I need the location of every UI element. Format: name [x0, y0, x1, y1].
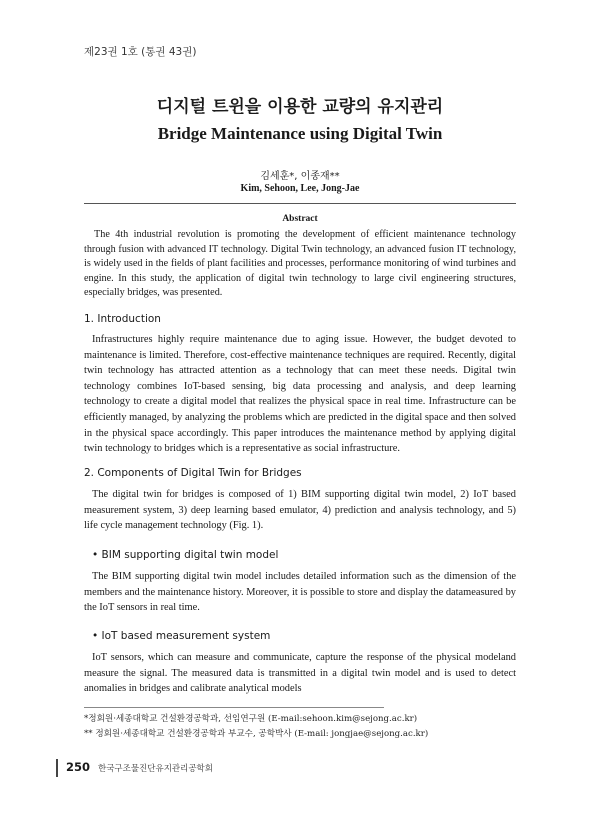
section-components-heading: 2. Components of Digital Twin for Bridges — [84, 467, 302, 479]
issue-header: 제23권 1호 (통권 43권) — [84, 46, 197, 58]
page-number: 250 — [66, 760, 91, 774]
subsection-bim-text: The BIM supporting digital twin model includes detailed information such as the dimension of the members and the maintenance history. Moreover, it is possible to store and display the datameasured by the IoT sensors in real time. — [84, 571, 516, 614]
authors-korean: 김세훈*, 이종재** — [260, 171, 340, 182]
society-name: 한국구조물진단유지관리공학회 — [98, 764, 213, 774]
abstract-heading: Abstract — [282, 214, 318, 224]
title-korean: 디지털 트윈을 이용한 교량의 유지관리 — [156, 97, 444, 117]
abstract-text: The 4th industrial revolution is promoting the development of efficient maintenance technology through fusion with advanced IT technology. Digital Twin technology, an advanced fusion IT technology, is widely used in the fields of plant facilities and processes, performance monitoring of wind turbines and engine. In this study, the application of digital twin technology to large civil engineering structures, especially bridges, was presented. — [84, 229, 516, 298]
footer-bar — [56, 759, 58, 777]
title-english: Bridge Maintenance using Digital Twin — [157, 124, 443, 143]
section-introduction-text: Infrastructures highly require maintenance due to aging issue. However, the budget devoted to maintenance is limited. Therefore, cost-effective maintenance techniques are required. Recently, digital twin technology has attracted attention as a technology that can meet these needs. Digital twin technology combines IoT-based sensing, big data processing and analysis, and deep learning technology to create a digital model that realizes the physical space in real time. Infrastructure can be efficiently managed, by analyzing the problems which are predicted in the digital space and then solved in the physical space accordingly. This paper introduces the maintenance method by applying digital twin technology to bridges which is a representative as social infrastructure. — [84, 334, 516, 455]
footnote-divider — [84, 707, 384, 708]
authors-english: Kim, Sehoon, Lee, Jong-Jae — [240, 183, 360, 194]
section-components-text: The digital twin for bridges is composed of 1) BIM supporting digital twin model, 2) IoT based measurement system, 3) deep learning based emulator, 4) prediction and analysis technology, and 5) life cycle management technology (Fig. 1). — [84, 489, 516, 532]
footnote-author-1: *정회원·세종대학교 건설환경공학과, 선임연구원 (E-mail:sehoon.kim@sejong.ac.kr) — [84, 714, 418, 724]
subsection-iot-heading: • IoT based measurement system — [92, 630, 271, 642]
subsection-iot-text: IoT sensors, which can measure and communicate, capture the response of the physical modeland measure the signal. The measured data is transmitted in a digital twin model and is used to detect anomalies in bridges and calibrate analytical models — [84, 652, 516, 695]
title-divider — [84, 203, 516, 204]
footnote-author-2: ** 정회원·세종대학교 건설환경공학과 부교수, 공학박사 (E-mail: jongjae@sejong.ac.kr) — [84, 729, 429, 739]
section-introduction-heading: 1. Introduction — [84, 313, 161, 325]
subsection-bim-heading: • BIM supporting digital twin model — [92, 549, 279, 561]
